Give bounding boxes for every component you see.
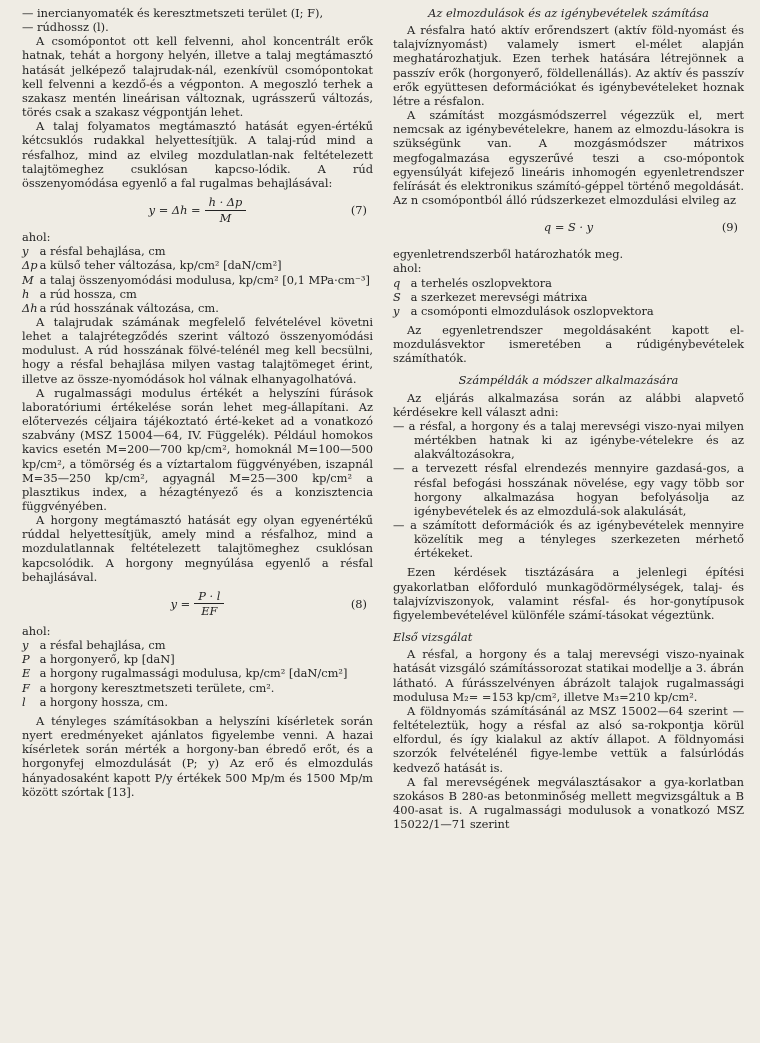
paragraph: A talajrudak számának megfelelő felvételével követni lehet a talajrétegződés szerint változó összenyomódási modulust. A rúd hosszának fölvé-telénél meg kell becsülni, hogy a résfal behajlása milyen vastag talajtömeget érint, illetve az össze-nyomódások hol válnak elhanyagolhatóvá. <box>22 314 373 386</box>
equation-numerator: h · Δp <box>205 195 247 210</box>
definition-item: y a résfal behajlása, cm <box>22 638 166 653</box>
equation-denominator: EF <box>201 604 218 619</box>
paragraph: egyenletrendszerből határozhatók meg. <box>393 247 624 262</box>
equation-fraction <box>194 589 224 618</box>
definition-item: y a résfal behajlása, cm <box>22 244 166 259</box>
paragraph: Ezen kérdések tisztázására a jelenlegi építési gyakorlatban előforduló munkagödörmélységek, talaj- és talajvízviszonyok, valamint résfal- és hor-gonytípusok figyelembevételével különféle számí-tásokat végeztünk. <box>393 565 744 622</box>
paragraph: A résfal, a horgony és a talaj merevségi viszo-nyainak hatását vizsgáló számítássorozat statikai modellje a 3. ábrán látható. A fúrásszelvényen ábrázolt talajok rugalmassági modulusa M₂= =153 kp/cm², illetve M₃=210 kp/cm². <box>393 647 744 704</box>
where-label: ahol: <box>22 623 51 638</box>
paragraph: A fal merevségének megválasztásakor a gya-korlatban szokásos B 280-as betonminőség mellett megvizsgáltuk a B 400-asat is. A rugalmassági modulusok a vonatkozó MSZ 15022/1—71 szerint <box>393 774 744 832</box>
definition-item: E a horgony rugalmassági modulusa, kp/cm² [daN/cm²] <box>22 666 348 681</box>
equation-number: (8) <box>350 596 367 611</box>
list-item: — a résfal, a horgony és a talaj merevségi viszo-nyai milyen mértékben hatnak ki az igénybe-vételekre és az alakváltozásokra, <box>393 418 744 462</box>
paragraph: Az egyenletrendszer megoldásaként kapott el-mozdulásvektor ismeretében a rúdigénybevételek számíthatók. <box>393 322 744 366</box>
definition-item: Δh a rúd hosszának változása, cm. <box>22 300 219 315</box>
definition-item: l a horgony hossza, cm. <box>22 694 168 709</box>
paragraph: A horgony megtámasztó hatását egy olyan egyenértékű rúddal helyettesítjük, amely mind a résfalhoz, mind a mozdulatlannak feltételezett talajtömeghez csuklósan kapcsolódik. A horgony megnyúlása egyenlő a résfal behajlásával. <box>22 513 373 584</box>
paragraph: A rugalmassági modulus értékét a helyszíni fúrások laboratóriumi értékelése során lehet meg-állapítani. Az előtervezés céljaira tájékoztató érté-keket ad a vonatkozó szabvány (MSZ 15004—64, IV. Függelék). Például homokos kavics esetén M=200—700 kp/cm², homoknál M=100—500 kp/cm², a tömörség és a víztartalom függvényében, iszapnál M=35—250 kp/cm², agyagnál M=25—300 kp/cm² a plasztikus index, a hézagtényező és a konzisztencia függvényében. <box>22 385 373 513</box>
question-list <box>393 419 744 561</box>
left-column <box>22 6 373 1043</box>
intro-list <box>22 6 373 34</box>
section-heading: Számpéldák a módszer alkalmazására <box>458 373 679 388</box>
intro-item: — inercianyomaték és keresztmetszeti terület (I; F), <box>22 6 324 20</box>
definition-item: F a horgony keresztmetszeti területe, cm². <box>22 680 275 695</box>
where-label: ahol: <box>22 230 51 245</box>
paragraph: A résfalra ható aktív erőrendszert (aktív föld-nyomást és talajvíznyomást) valamely ismert el-mélet alapján meghatározhatjuk. Ezen terhek hatására létrejönnek a passzív erők (horgonyerő, földellenállás). Az aktív és passzív erők együttesen deformációkat és igénybevételeket hoznak létre a résfalon. <box>393 23 744 108</box>
paragraph: A csomópontot ott kell felvenni, ahol koncentrált erők hatnak, tehát a horgony helyén, illetve a talaj megtámasztó hatását jelképező talajrudak-nál, ezenkívül csomópontokat kell felvenni a kezdő-és a végponton. A megoszló terhek a szakasz mentén lineárisan változnak, ugrásszerű változás, törés csak a szakasz végpontján lehet. <box>22 34 373 120</box>
definition-item: h a rúd hossza, cm <box>22 286 137 301</box>
intro-item: — rúdhossz (l). <box>22 20 109 35</box>
equation-lhs: y = <box>170 596 191 611</box>
right-column <box>393 6 744 1043</box>
definition-item: P a horgonyerő, kp [daN] <box>22 652 175 667</box>
section-heading: Az elmozdulások és az igénybevételek számítása <box>428 6 709 20</box>
definition-item: q a terhelés oszlopvektora <box>393 275 552 290</box>
list-item: — a számított deformációk és az igénybevételek mennyire közelítik meg a tényleges szerkezeten mérhető értékeket. <box>393 518 744 561</box>
definition-item: S a szerkezet merevségi mátrixa <box>393 289 588 304</box>
symbol-definitions <box>22 244 373 315</box>
definition-item: y a csomóponti elmozdulások oszlopvektora <box>393 303 654 318</box>
definition-item: Δp a külső teher változása, kp/cm² [daN/cm²] <box>22 258 282 273</box>
equation-expression: q = S · y <box>543 220 594 235</box>
equation-number: (9) <box>721 220 738 235</box>
equation-numerator: P · l <box>194 589 224 604</box>
equation-denominator: M <box>219 210 232 225</box>
list-item: — a tervezett résfal elrendezés mennyire gazdasá-gos, a résfal befogási hosszának növelése, egy vagy több sor horgony alkalmazása hogyan befolyásolja az igénybevételek és az elmozdulá-sok alakulását, <box>393 461 744 518</box>
equation-9 <box>393 213 744 241</box>
paragraph: Az eljárás alkalmazása során az alábbi alapvető kérdésekre kell választ adni: <box>393 390 744 419</box>
symbol-definitions <box>393 276 744 318</box>
where-label: ahol: <box>393 261 422 276</box>
paragraph: A számítást mozgásmódszerrel végezzük el, mert nemcsak az igénybevételekre, hanem az elmozdu-lásokra is szükségünk van. A mozgásmódszer mátrixos megfogalmazása egyszerűvé teszi a cso-mópontok egyensúlyát kifejező lineáris inhomogén egyenletrendszer felírását és elektronikus számító-géppel történő megoldását. Az n csomópontból álló rúdszerkezet elmozdulási elvileg az <box>393 108 744 208</box>
definition-item: M a talaj összenyomódási modulusa, kp/cm² [0,1 MPa·cm⁻³] <box>22 272 370 287</box>
equation-fraction <box>205 195 247 224</box>
equation-8 <box>22 590 373 618</box>
equation-number: (7) <box>350 202 367 217</box>
symbol-definitions <box>22 638 373 709</box>
paragraph: A földnyomás számításánál az MSZ 15002—64 szerint — feltételeztük, hogy a résfal az alsó sa-rokpontja körül elfordul, és így kialakul az aktív állapot. A földnyomási szorzók felvételénél figye-lembe vettük a falsúrlódás kedvező hatását is. <box>393 703 744 775</box>
equation-7 <box>22 196 373 224</box>
subsection-heading: Első vizsgálat <box>393 630 473 645</box>
paragraph: A talaj folyamatos megtámasztó hatását egyen-értékű kétcsuklós rudakkal helyettesítjük. A talaj-rúd mind a résfalhoz, mind az elvileg mozdulatlan-nak feltételezett talajtömeghez csuklósan kapcso-lódik. A rúd összenyomódása egyenlő a fal rugalmas behajlásával: <box>22 119 373 190</box>
paragraph: A tényleges számításokban a helyszíni kísérletek során nyert eredményeket ajánlatos figyelembe venni. A hazai kísérletek során mérték a horgony-ban ébredő erőt, és a horgonyfej elmozdulását (P; y) Az erő és elmozdulás hányadosaként kapott P/y értékek 500 Mp/m és 1500 Mp/m között szórtak [13]. <box>22 713 373 799</box>
equation-lhs: y = Δh = <box>148 202 201 217</box>
